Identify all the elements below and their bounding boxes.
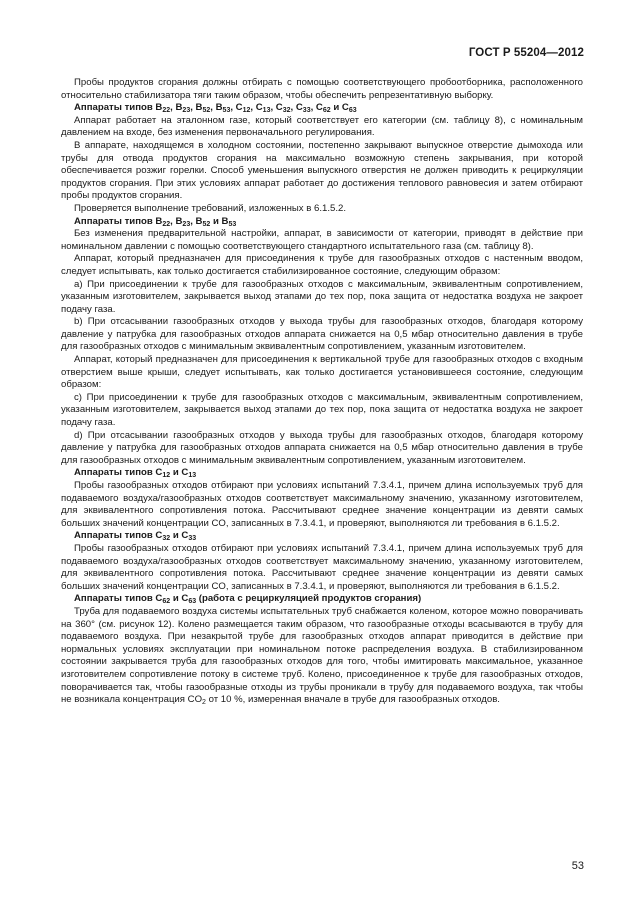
section-heading: Аппараты типов $C_{32}$ и $C_{33}$ xyxy=(74,530,197,543)
document-body xyxy=(61,77,583,707)
paragraph: В аппарате, находящемся в холодном состоянии, постепенно закрывают выпускное отверстие дымохода или трубы для отвода продуктов сгорания на максимально возможную степень закрывания, при которой обеспечивается розжиг горелки. Способ уменьшения выпускного отверстия не должен приводить к рециркуляции продуктов сгорания. При этих условиях аппарат работает до достижения теплового равновесия и затем отбирают пробы продуктов сгорания. xyxy=(61,139,583,202)
section-heading: Аппараты типов $B_{22}$, $B_{23}$, $B_{52}$ и $B_{53}$ xyxy=(74,215,237,228)
paragraph: Аппарат работает на эталонном газе, который соответствует его категории (см. таблицу 8), с номинальным давлением на входе, без изменения первоначального регулирования. xyxy=(61,114,583,139)
section-heading: Аппараты типов $C_{12}$ и $C_{13}$ xyxy=(74,467,197,480)
paragraph: Без изменения предварительной настройки, аппарат, в зависимости от категории, приводят в действие при номинальном давлении с помощью соответствующего стандартного испытательного газа (см. таблицу 8). xyxy=(61,228,583,252)
paragraph: Аппарат, который предназначен для присоединения к вертикальной трубе для газообразных отходов с входным отверстием выше крыши, следует испытывать, как только достигается установившееся состояние, следующим образом: xyxy=(61,354,583,391)
section-heading: Аппараты типов $B_{22}$, $B_{23}$, $B_{52}$, $B_{53}$, $C_{12}$, $C_{13}$, $C_{32}$, $C_{33}$, $C_{62}$ и $C_{63}$ xyxy=(74,102,357,115)
paragraph: d) При отсасывании газообразных отходов у выхода трубы для газообразных отходов, благодаря которому давление у патрубка для газообразных отходов аппарата снижается на 0,5 мбар относительно давления в трубе для газообразных отходов с минимальным эквивалентным сопротивлением, указанным изготовителем. xyxy=(61,429,583,466)
section-heading: Аппараты типов $C_{62}$ и $C_{63}$ (работа с рециркуляцией продуктов сгорания) xyxy=(74,593,422,606)
paragraph: Пробы продуктов сгорания должны отбирать с помощью соответствующего пробоотборника, расположенного относительно стабилизатора тяги таким образом, чтобы обеспечить репрезентативную выборку. xyxy=(61,77,583,101)
paragraph: b) При отсасывании газообразных отходов у выхода трубы для газообразных отходов, благодаря которому давление у патрубка для газообразных отходов аппарата снижается на 0,5 мбар относительно давления в трубе для газообразных отходов с минимальным эквивалентным сопротивлением, указанным изготовителем. xyxy=(61,316,583,353)
paragraph: Пробы газообразных отходов отбирают при условиях испытаний 7.3.4.1, причем длина используемых труб для подаваемого воздуха/газообразных отходов соответствует максимальному значению, указанному изготовителем, для эквивалентного сопротивления потока. Рассчитывают среднее значение концентрации из девяти самых больших значений концентрации CO, записанных в 7.3.4.1, и проверяют, выполняются ли требования в 6.1.5.2. xyxy=(61,542,583,592)
paragraph: a) При присоединении к трубе для газообразных отходов с максимальным, эквивалентным сопротивлением, указанным изготовителем, закрывается выход этапами до тех пор, пока защита от недостатка воздуха не закроет подачу газа. xyxy=(61,278,583,315)
paragraph: c) При присоединении к трубе для газообразных отходов с максимальным, эквивалентным сопротивлением, указанным изготовителем, закрывается выход этапами до тех пор, пока защита от недостатка воздуха не закроет подачу газа. xyxy=(61,391,583,429)
document-header: ГОСТ Р 55204—2012 xyxy=(468,47,584,59)
page-number: 53 xyxy=(571,860,584,872)
paragraph: Труба для подаваемого воздуха системы испытательных труб снабжается коленом, которое можно поворачивать на 360° (см. рисунок 12). Колено размещается таким образом, что газообразные отходы всасываются в трубу для подаваемого воздуха. При незакрытой трубе для газообразных отходов аппарат приводится в действие при нормальных условиях эксплуатации при номинальном потоке распределения воздуха. В стабилизированном состоянии закрывается труба для газообразных отходов для того, чтобы имитировать максимальное, указанное изготовителем сопротивление потоку в системе труб. Колено, присоединенное к трубе для газообразных отходов, поворачивается так, чтобы газообразные отходы из трубы проникали в трубу для подаваемого воздуха, так чтобы не возникала концентрация $CO_2$ от 10 %, измеренная вначале в трубе для газообразных отходов. xyxy=(61,605,583,707)
paragraph: Проверяется выполнение требований, изложенных в 6.1.5.2. xyxy=(74,202,346,214)
paragraph: Пробы газообразных отходов отбирают при условиях испытаний 7.3.4.1, причем длина используемых труб для подаваемого воздуха/газообразных отходов соответствует максимальному значению, указанному изготовителем, для эквивалентного сопротивления потока. Рассчитывают среднее значение концентрации из девяти самых больших значений концентрации CO, записанных в 7.3.4.1, и проверяют, выполняются ли требования в 6.1.5.2. xyxy=(61,480,583,529)
paragraph: Аппарат, который предназначен для присоединения к трубе для газообразных отходов с настенным вводом, следует испытывать, как только достигается стабилизированное состояние, следующим образом: xyxy=(61,253,583,277)
